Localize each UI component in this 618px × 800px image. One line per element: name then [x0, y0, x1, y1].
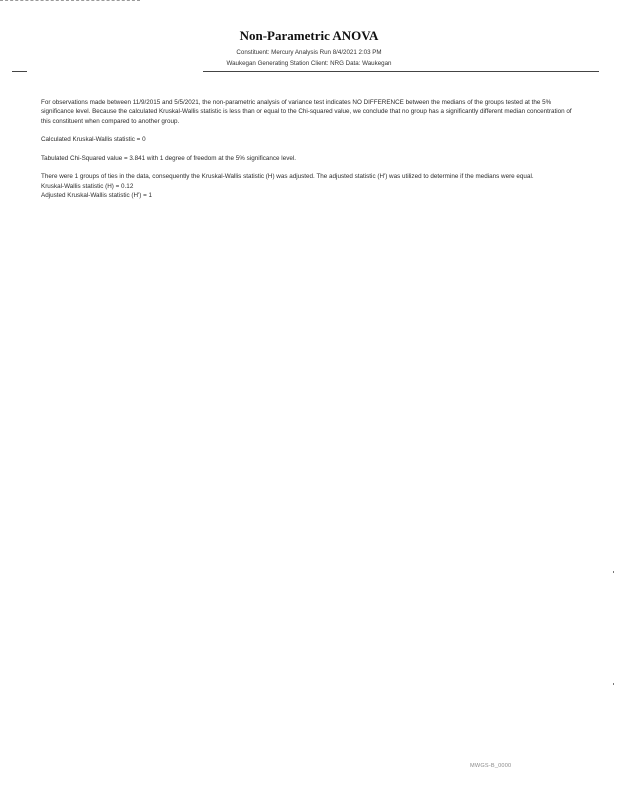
- site-info-line: Waukegan Generating Station Client: NRG Data: Waukegan: [226, 60, 392, 67]
- kw-statistic: Kruskal-Wallis statistic (H) = 0.12: [41, 182, 134, 190]
- edge-mark: [613, 571, 614, 573]
- scan-artifact-line: [0, 0, 140, 2]
- analysis-info-line: Constituent: Mercury Analysis Run 8/4/2021 2:03 PM: [236, 49, 382, 56]
- header-left-tick: [12, 71, 27, 72]
- edge-mark: [613, 683, 614, 685]
- header-rule: [203, 71, 599, 72]
- page-title: Non-Parametric ANOVA: [239, 28, 379, 43]
- footer-code: MWGS-B_0000: [470, 763, 512, 769]
- tabulated-chi-squared: Tabulated Chi-Squared value = 3.841 with 1 degree of freedom at the 5% significance level.: [41, 154, 297, 162]
- conclusion-paragraph: For observations made between 11/9/2015 and 5/5/2021, the non-parametric analysis of variance test indicates NO DIFFERENCE between the medians of the groups tested at the 5% significance level. Because the calculated Kruskal-Wallis statistic is less than or equal to the Chi-squared value, we conclude that no group has a significantly different median concentration of this constituent when compared to another group.: [41, 99, 572, 125]
- calculated-statistic: Calculated Kruskal-Wallis statistic = 0: [41, 136, 146, 144]
- ties-note: There were 1 groups of ties in the data, consequently the Kruskal-Wallis statistic (H) was adjusted. The adjusted statistic (H') was utilized to determine if the medians were equal.: [41, 173, 534, 181]
- adjusted-kw-statistic: Adjusted Kruskal-Wallis statistic (H') = 1: [41, 191, 153, 199]
- report-body: [41, 98, 573, 200]
